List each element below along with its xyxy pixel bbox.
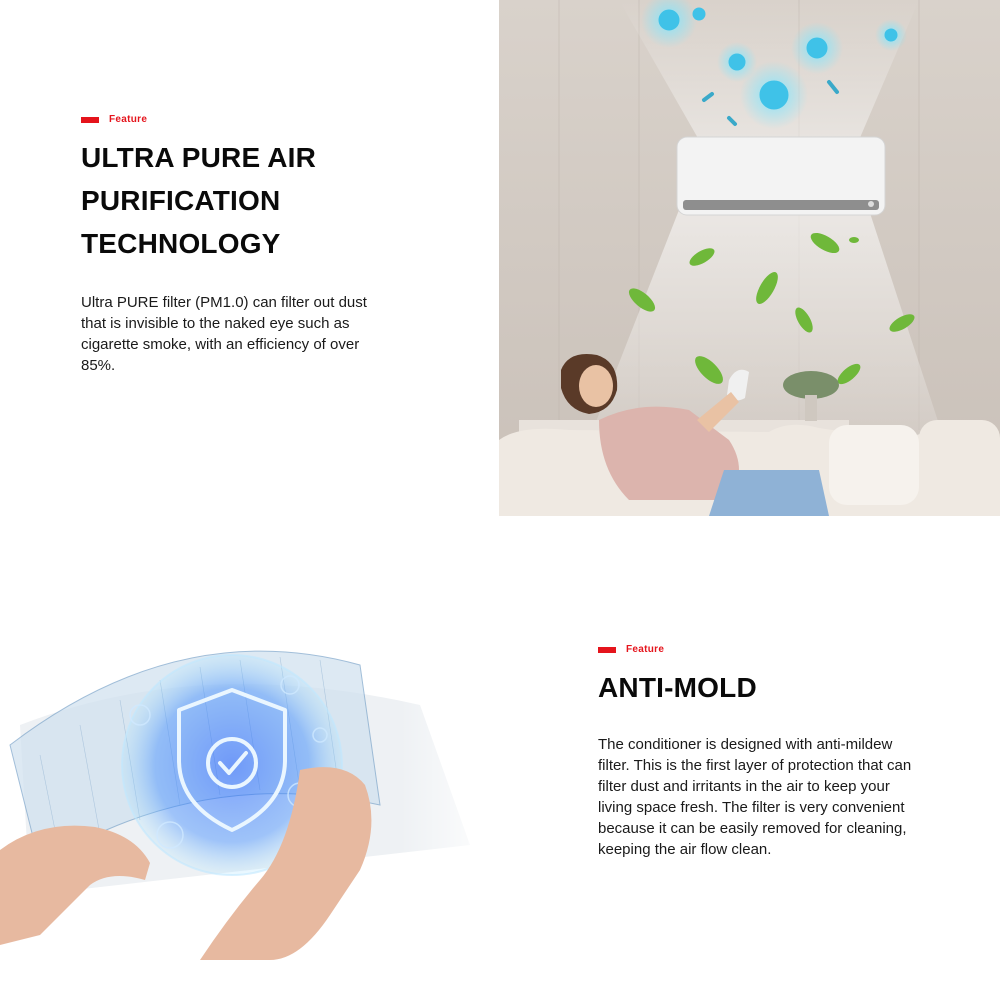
air-conditioner-unit	[677, 137, 885, 215]
title-line: TECHNOLOGY	[81, 228, 281, 259]
section-description-anti-mold: The conditioner is designed with anti-mildew filter. This is the first layer of protection that can filter dust and irritants in the air to keep your living space fresh. The filter is very convenient because it can be easily removed for cleaning, keeping the air flow clean.	[598, 736, 912, 858]
title-line: ULTRA PURE AIR	[81, 142, 317, 173]
feature-tag-marker	[598, 647, 616, 653]
feature-tag-2	[598, 644, 664, 655]
anti-mold-filter-photo	[0, 595, 500, 960]
section-description-air-purification: Ultra PURE filter (PM1.0) can filter out dust that is invisible to the naked eye such as cigarette smoke, with an efficiency of over 85%.	[81, 294, 367, 374]
title-line: PURIFICATION	[81, 185, 281, 216]
feature-tag-1	[81, 114, 147, 125]
feature-tag-label: Feature	[626, 644, 665, 655]
section-title-anti-mold: ANTI-MOLD	[598, 672, 757, 703]
feature-tag-label: Feature	[109, 114, 148, 125]
ac-living-room-photo	[499, 0, 1000, 516]
section-title-air-purification	[81, 136, 401, 265]
feature-tag-marker	[81, 117, 99, 123]
